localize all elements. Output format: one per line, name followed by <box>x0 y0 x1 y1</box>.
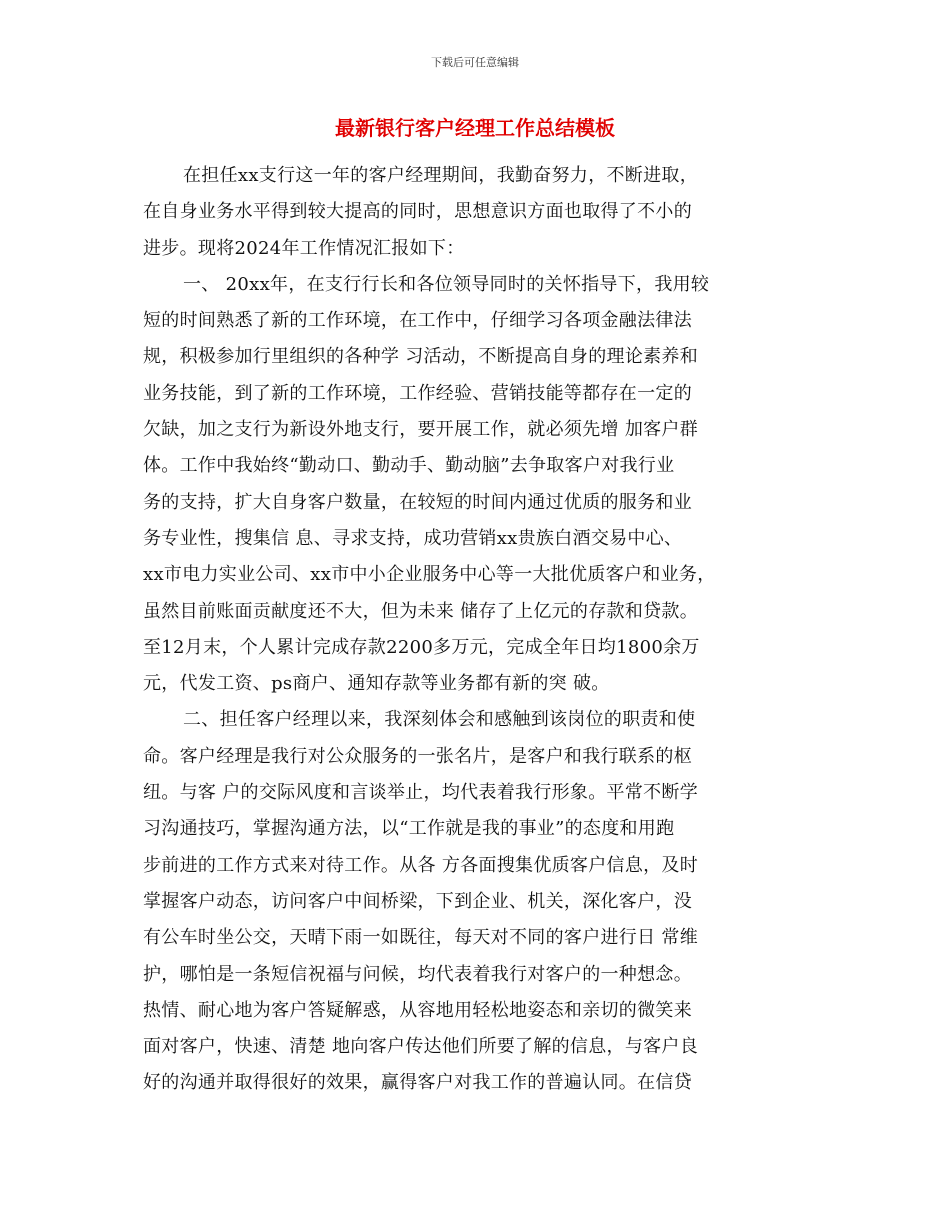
text-line: 一、 20xx年，在支行行长和各位领导同时的关怀指导下，我用较 <box>183 273 710 295</box>
header-note: 下载后可任意编辑 <box>431 56 519 69</box>
text-line: 元，代发工资、ps商户、通知存款等业务都有新的突 破。 <box>143 673 610 695</box>
text-line: 体。工作中我始终“勤动口、勤动手、勤动脑”去争取客户对我行业 <box>143 455 675 477</box>
text-line: 护，哪怕是一条短信祝福与问候，均代表着我行对客户的一种想念。 <box>143 963 692 985</box>
paragraph-section-one <box>143 267 813 703</box>
text-line: 虽然目前账面贡献度还不大，但为未来 储存了上亿元的存款和贷款。 <box>143 600 699 622</box>
document-title: 最新银行客户经理工作总结模板 <box>335 116 615 140</box>
text-line: 有公车时坐公交，天晴下雨一如既往，每天对不同的客户进行日 常维 <box>143 927 699 949</box>
text-line: 纽。与客 户的交际风度和言谈举止，均代表着我行形象。平常不断学 <box>143 782 699 804</box>
text-line: xx市电力实业公司、xx市中小企业服务中心等一大批优质客户和业务， <box>143 564 716 586</box>
text-line: 热情、耐心地为客户答疑解惑，从容地用轻松地姿态和亲切的微笑来 <box>143 999 692 1021</box>
text-line: 面对客户，快速、清楚 地向客户传达他们所要了解的信息，与客户良 <box>143 1036 699 1058</box>
text-line: 短的时间熟悉了新的工作环境，在工作中，仔细学习各项金融法律法 <box>143 310 692 332</box>
text-line: 步前进的工作方式来对待工作。从各 方各面搜集优质客户信息，及时 <box>143 854 699 876</box>
text-line: 命。客户经理是我行对公众服务的一张名片，是客户和我行联系的枢 <box>143 745 692 767</box>
text-line: 在自身业务水平得到较大提高的同时，思想意识方面也取得了不小的 <box>143 201 692 223</box>
text-line: 习沟通技巧，掌握沟通方法，以“工作就是我的事业”的态度和用跑 <box>143 818 675 840</box>
text-line: 务专业性，搜集信 息、寻求支持，成功营销xx贵族白酒交易中心、 <box>143 527 683 549</box>
paragraph-section-two <box>143 702 813 1101</box>
text-line: 规，积极参加行里组织的各种学 习活动，不断提高自身的理论素养和 <box>143 346 699 368</box>
text-line: 掌握客户动态，访问客户中间桥梁，下到企业、机关，深化客户，没 <box>143 890 692 912</box>
text-line: 务的支持，扩大自身客户数量，在较短的时间内通过优质的服务和业 <box>143 491 692 513</box>
text-line: 业务技能，到了新的工作环境，工作经验、营销技能等都存在一定的 <box>143 382 692 404</box>
paragraph-intro <box>143 158 813 267</box>
text-line: 在担任xx支行这一年的客户经理期间，我勤奋努力，不断进取， <box>183 165 698 186</box>
text-line: 至12月末，个人累计完成存款2200多万元，完成全年日均1800余万 <box>143 636 700 658</box>
text-line: 进步。现将2024年工作情况汇报如下： <box>143 237 465 259</box>
text-line: 欠缺，加之支行为新设外地支行，要开展工作，就必须先增 加客户群 <box>143 419 699 441</box>
document-body <box>143 158 813 1102</box>
text-line: 好的沟通并取得很好的效果，赢得客户对我工作的普遍认同。在信贷 <box>143 1072 692 1094</box>
text-line: 二、担任客户经理以来，我深刻体会和感触到该岗位的职责和使 <box>183 709 696 731</box>
